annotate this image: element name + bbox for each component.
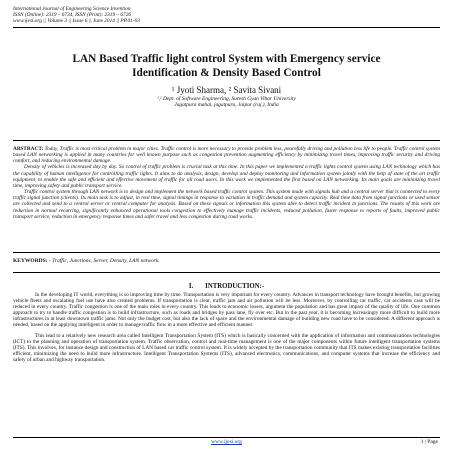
keywords-label: KEYWORDS: -: [13, 258, 51, 264]
title-line-2: Identification & Density Based Control: [132, 66, 321, 79]
affiliation: [13, 96, 440, 109]
header-rule: [13, 27, 440, 28]
affiliation-line-2: Jagatpura mahal, jagatpura, Jaipur (raj.), India: [174, 102, 279, 109]
abstract-paragraph-2: Density of vehicles is increased day by day. So control of traffic problem is crucial task at this time. In this paper we implemented a traffic lights control system using LAN technology which has the capability of human intelligence for controlling traffic lights. It aims to do analysis, design, develop and deploy monitoring and information system jointly with the help of state of the art traffic equipment, to enable the safe and efficient and effective movement of traffic for all road users. In this work we implemented the first based on LAN networking. Its main goals are minimizing travel time, improving safety and public transport service.: [13, 164, 440, 189]
abstract-bottom-rule: [13, 252, 440, 253]
abstract-paragraph-3: Traffic control system through LAN network is to design and implement the network based traffic control system. This system made with signals hub and a central server that is connected to every traffic signal junction (clients). Its main task is to adjust, in real time, signal timings in response to variation in traffic demand and system capacity. Real time data from signal junctions or used sensor are collected and send to a central server or central computer for analysis. Based on these signals or information this system able to detect traffic incident in junctions. The results of this work are reduction in normal recurring, significantly enhanced operational tools congestion to effectively manage traffic incidents, reduced pollution, faster response to reports of faults, improved public transport service, reduction in emergency response times and safer travel and less congestion during road works.: [13, 189, 440, 220]
abstract-paragraph-1: [13, 146, 440, 164]
title-line-1: LAN Based Traffic light control System with Emergency service: [72, 53, 381, 65]
journal-name: International Journal of Engineering Science Invention: [13, 6, 131, 12]
introduction-body: [13, 292, 440, 369]
abstract-top-rule: [13, 140, 440, 141]
section-title: INTRODUCTION:-: [205, 283, 265, 290]
page-footer: [13, 438, 440, 447]
keywords-text: Traffic, Junctions, Server, Density, LAN network.: [52, 258, 160, 264]
author-list: ¹ Jyoti Sharma, ² Savita Sivani: [171, 85, 282, 95]
keywords-rule: [13, 272, 440, 273]
intro-paragraph-2: This lead to a relatively new research area called Intelligent Transportation System (ITS) which is basically concerned with the application of information and communications technologies (ICT) to the planning and operation of transportation system. Traffic observation, control and real-time management is one of the major components within future intelligent transportation systems (ITS). This involves, for instance design and construction of LAN based car traffic control system. It is widely accepted by the transportation community that ITS makes existing transportation facilities efficient, minimizing the need to build more infrastructure. Intelligent Transportation Systems (ITS), advanced electronics, communications, and computer systems that increase the efficiency and safety of urban and highway transportation.: [13, 333, 440, 364]
paper-title: [13, 53, 440, 80]
journal-issn: ISSN (Online): 2319 – 6734, ISSN (Print): 2319 – 6726: [13, 12, 131, 19]
abstract-label: ABSTRACT:: [13, 146, 44, 152]
section-number: I.: [188, 283, 194, 290]
paper-page: [13, 0, 440, 453]
journal-header: [13, 6, 440, 25]
abstract-text-1: Today, Traffic is most critical problem in major cities. Traffic control is more necessary to provide problem less, peacefully driving and pollution less life to people. Traffic control system based LAN networking is applied in many countries for well known purpose such as congestion prevention augmenting efficiency by minimizing travel times, improving traffic security and driving comfort, and reducing environmental damage.: [13, 146, 441, 165]
intro-paragraph-1: In the developing IT world, everything is so improving time by time. Transportation is very important for every country. Advances in transport technology have brought benefits, but growing vehicle fleets and escalating fuel use have also created problems. If transportation is clear, traffic jam and air pollution will be less. Moreover, by controlling car traffic, car accidents case will be reduced in every country. Traffic congestion is one of the main roles in every country. This leads to economic losses, argument the population and has great impact of the quality of life. One common approach to try to handle traffic congestion is to build infrastructure, such as roads and bridges by pass lane, fly over etc. But in the past year, it is becoming increasingly more difficult to build more infrastructures in at least downtown traffic jams. Not only the budget cost, but also the lack of space and the environmental damage of building new road have to be considered. A different approach is needed, based on the applying intelligent in order to manage traffic flow in a more effective and efficient manner.: [13, 292, 440, 329]
section-heading: [13, 283, 440, 291]
keywords: [13, 258, 440, 264]
journal-volume: www.ijesi.org || Volume 3 || Issue 6 || June 2014 || PP.01-03: [13, 18, 140, 25]
abstract: [13, 146, 440, 220]
page-number: 1 | Page: [420, 439, 438, 445]
affiliation-line-1: ¹,² Dept. of Software Engineering, Suresh Gyan Vihar University: [157, 96, 296, 102]
footer-url-link[interactable]: www.ijesi.org: [211, 439, 242, 445]
